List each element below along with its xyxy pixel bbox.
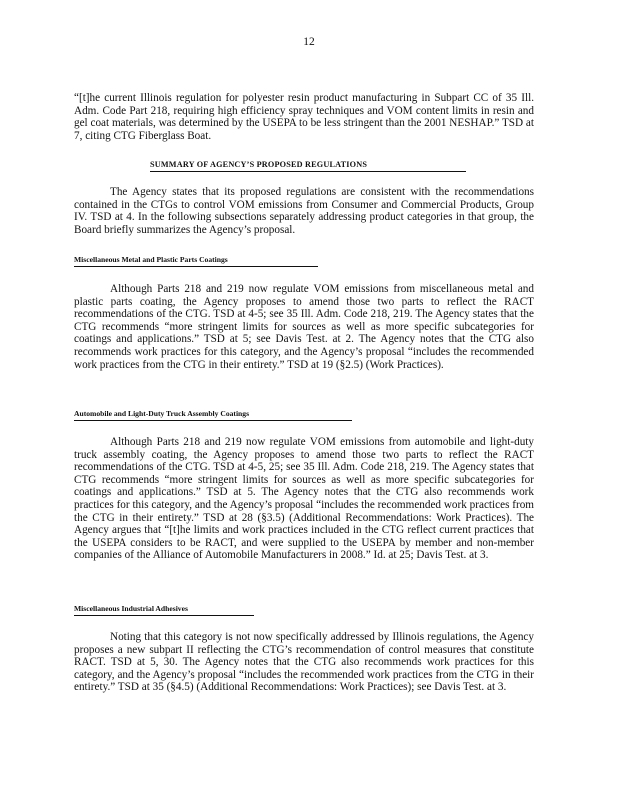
page-number: 12 <box>303 36 315 48</box>
section-heading-metal-plastic-parts: Miscellaneous Metal and Plastic Parts Coatings <box>74 255 318 267</box>
section-heading-automobile-coatings: Automobile and Light-Duty Truck Assembly Coatings <box>74 409 352 421</box>
summary-heading: SUMMARY OF AGENCY’S PROPOSED REGULATIONS <box>150 160 466 172</box>
summary-paragraph: The Agency states that its proposed regulations are consistent with the recommendations contained in the CTGs to control VOM emissions from Consumer and Commercial Products, Group IV. TSD at 4. In the following subsections separately addressing product categories in that group, the Board briefly summarizes the Agency’s proposal. <box>74 186 534 236</box>
section-paragraph-metal-plastic-parts: Although Parts 218 and 219 now regulate VOM emissions from miscellaneous metal and plastic parts coating, the Agency proposes to amend those two parts to reflect the RACT recommendations of the CTG. TSD at 4-5; see 35 Ill. Adm. Code 218, 219. The Agency states that the CTG recommends “more stringent limits for sources as well as more specific subcategories for coatings and applications.” TSD at 5; see Davis Test. at 2. The Agency notes that the CTG also recommends work practices for this category, and the Agency’s proposal “includes the recommended work practices from the CTG in their entirety.” TSD at 19 (§2.5) (Work Practices). <box>74 283 534 371</box>
section-paragraph-industrial-adhesives: Noting that this category is not now specifically addressed by Illinois regulations, the Agency proposes a new subpart II reflecting the CTG’s recommendation of control measures that constitute RACT. TSD at 5, 30. The Agency notes that the CTG also recommends work practices for this category, and the Agency’s proposal “includes the recommended work practices from the CTG in their entirety.” TSD at 35 (§4.5) (Additional Recommendations: Work Practices); see Davis Test. at 3. <box>74 631 534 694</box>
section-heading-industrial-adhesives: Miscellaneous Industrial Adhesives <box>74 604 254 616</box>
intro-quote-paragraph: “[t]he current Illinois regulation for polyester resin product manufacturing in Subpart CC of 35 Ill. Adm. Code Part 218, requiring high efficiency spray techniques and VOM content limits in resin and gel coat materials, was determined by the USEPA to be less stringent than the 2001 NESHAP.” TSD at 7, citing CTG Fiberglass Boat. <box>74 92 534 142</box>
section-paragraph-automobile-coatings: Although Parts 218 and 219 now regulate VOM emissions from automobile and light-duty truck assembly coating, the Agency proposes to amend those two parts to reflect the RACT recommendations of the CTG. TSD at 4-5, 25; see 35 Ill. Adm. Code 218, 219. The Agency states that CTG recommends “more stringent limits for sources as well as more specific subcategories for coatings and applications.” TSD at 5. The Agency notes that the CTG also recommends work practices for this category, and the Agency’s proposal “includes the recommended work practices from the CTG in their entirety.” TSD at 28 (§3.5) (Additional Recommendations: Work Practices). The Agency argues that “[t]he limits and work practices included in the CTG reflect current practices that the USEPA considers to be RACT, and were supplied to the USEPA by member and non-member companies of the Alliance of Automobile Manufacturers in 2008.” Id. at 25; Davis Test. at 3. <box>74 436 534 562</box>
